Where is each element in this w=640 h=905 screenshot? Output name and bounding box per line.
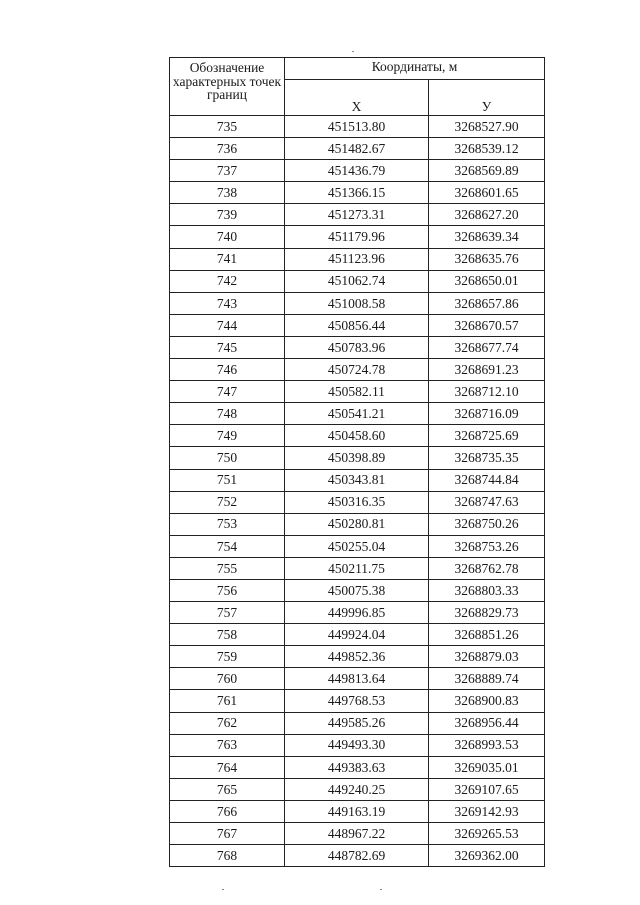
table-row xyxy=(170,602,545,624)
header-coordinates: Координаты, м xyxy=(285,58,545,80)
cell-y: 3268750.26 xyxy=(429,513,545,535)
cell-y: 3268747.63 xyxy=(429,491,545,513)
cell-x: 451273.31 xyxy=(285,204,429,226)
table-row xyxy=(170,800,545,822)
cell-y: 3268712.10 xyxy=(429,381,545,403)
cell-y: 3269107.65 xyxy=(429,778,545,800)
cell-y: 3268762.78 xyxy=(429,557,545,579)
cell-point: 740 xyxy=(170,226,285,248)
cell-point: 750 xyxy=(170,447,285,469)
cell-y: 3268569.89 xyxy=(429,160,545,182)
header-designation: Обозначение характерных точек границ xyxy=(170,58,285,116)
cell-point: 746 xyxy=(170,359,285,381)
cell-point: 767 xyxy=(170,823,285,845)
cell-point: 748 xyxy=(170,403,285,425)
table-row xyxy=(170,579,545,601)
table-row xyxy=(170,624,545,646)
cell-x: 451513.80 xyxy=(285,116,429,138)
table-body xyxy=(170,116,545,867)
table-row xyxy=(170,204,545,226)
cell-point: 757 xyxy=(170,602,285,624)
table-row xyxy=(170,248,545,270)
cell-point: 744 xyxy=(170,314,285,336)
cell-y: 3268635.76 xyxy=(429,248,545,270)
table-row xyxy=(170,668,545,690)
table-row xyxy=(170,292,545,314)
cell-point: 764 xyxy=(170,756,285,778)
cell-point: 763 xyxy=(170,734,285,756)
table-row xyxy=(170,646,545,668)
table-row xyxy=(170,314,545,336)
cell-y: 3268803.33 xyxy=(429,579,545,601)
cell-x: 451008.58 xyxy=(285,292,429,314)
cell-x: 449924.04 xyxy=(285,624,429,646)
cell-x: 448967.22 xyxy=(285,823,429,845)
table-row xyxy=(170,447,545,469)
table-row xyxy=(170,469,545,491)
cell-x: 449996.85 xyxy=(285,602,429,624)
cell-y: 3268956.44 xyxy=(429,712,545,734)
cell-point: 765 xyxy=(170,778,285,800)
table-row xyxy=(170,116,545,138)
table-row xyxy=(170,425,545,447)
cell-y: 3268527.90 xyxy=(429,116,545,138)
cell-x: 450398.89 xyxy=(285,447,429,469)
cell-y: 3268753.26 xyxy=(429,535,545,557)
table-row xyxy=(170,557,545,579)
coordinates-table xyxy=(169,57,545,867)
cell-x: 449768.53 xyxy=(285,690,429,712)
table-row xyxy=(170,138,545,160)
cell-point: 759 xyxy=(170,646,285,668)
table-row xyxy=(170,845,545,867)
cell-x: 450783.96 xyxy=(285,336,429,358)
cell-point: 766 xyxy=(170,800,285,822)
table-row xyxy=(170,513,545,535)
cell-x: 450724.78 xyxy=(285,359,429,381)
cell-point: 753 xyxy=(170,513,285,535)
cell-x: 451482.67 xyxy=(285,138,429,160)
cell-point: 762 xyxy=(170,712,285,734)
cell-point: 741 xyxy=(170,248,285,270)
cell-x: 451062.74 xyxy=(285,270,429,292)
table-row xyxy=(170,182,545,204)
table-row xyxy=(170,778,545,800)
table-row xyxy=(170,491,545,513)
cell-x: 451366.15 xyxy=(285,182,429,204)
table-row xyxy=(170,336,545,358)
table-row xyxy=(170,535,545,557)
cell-y: 3268744.84 xyxy=(429,469,545,491)
cell-x: 450280.81 xyxy=(285,513,429,535)
cell-point: 739 xyxy=(170,204,285,226)
cell-point: 743 xyxy=(170,292,285,314)
scan-speck xyxy=(352,51,354,52)
cell-y: 3268993.53 xyxy=(429,734,545,756)
cell-y: 3268650.01 xyxy=(429,270,545,292)
cell-x: 450582.11 xyxy=(285,381,429,403)
cell-point: 754 xyxy=(170,535,285,557)
cell-point: 738 xyxy=(170,182,285,204)
cell-point: 742 xyxy=(170,270,285,292)
cell-point: 737 xyxy=(170,160,285,182)
cell-x: 449493.30 xyxy=(285,734,429,756)
table-row xyxy=(170,734,545,756)
cell-point: 758 xyxy=(170,624,285,646)
cell-point: 768 xyxy=(170,845,285,867)
header-y: У xyxy=(429,80,545,116)
table-row xyxy=(170,403,545,425)
cell-point: 756 xyxy=(170,579,285,601)
cell-x: 450211.75 xyxy=(285,557,429,579)
cell-point: 749 xyxy=(170,425,285,447)
cell-y: 3268716.09 xyxy=(429,403,545,425)
cell-x: 450255.04 xyxy=(285,535,429,557)
cell-point: 747 xyxy=(170,381,285,403)
table-row xyxy=(170,270,545,292)
cell-x: 451123.96 xyxy=(285,248,429,270)
table-row xyxy=(170,823,545,845)
cell-x: 451436.79 xyxy=(285,160,429,182)
cell-y: 3269362.00 xyxy=(429,845,545,867)
cell-x: 449852.36 xyxy=(285,646,429,668)
cell-x: 448782.69 xyxy=(285,845,429,867)
cell-y: 3268879.03 xyxy=(429,646,545,668)
cell-y: 3268725.69 xyxy=(429,425,545,447)
cell-point: 735 xyxy=(170,116,285,138)
cell-point: 751 xyxy=(170,469,285,491)
cell-point: 752 xyxy=(170,491,285,513)
cell-x: 449585.26 xyxy=(285,712,429,734)
table-row xyxy=(170,160,545,182)
scan-speck xyxy=(380,889,382,890)
cell-y: 3268670.57 xyxy=(429,314,545,336)
table-row xyxy=(170,756,545,778)
cell-y: 3269265.53 xyxy=(429,823,545,845)
cell-point: 736 xyxy=(170,138,285,160)
cell-point: 761 xyxy=(170,690,285,712)
cell-y: 3268889.74 xyxy=(429,668,545,690)
cell-x: 449163.19 xyxy=(285,800,429,822)
cell-y: 3268851.26 xyxy=(429,624,545,646)
cell-y: 3268627.20 xyxy=(429,204,545,226)
table-row xyxy=(170,690,545,712)
cell-y: 3268639.34 xyxy=(429,226,545,248)
cell-point: 755 xyxy=(170,557,285,579)
cell-x: 449383.63 xyxy=(285,756,429,778)
cell-x: 450458.60 xyxy=(285,425,429,447)
cell-y: 3268601.65 xyxy=(429,182,545,204)
cell-x: 449240.25 xyxy=(285,778,429,800)
cell-point: 745 xyxy=(170,336,285,358)
cell-y: 3268900.83 xyxy=(429,690,545,712)
cell-x: 450343.81 xyxy=(285,469,429,491)
cell-y: 3269035.01 xyxy=(429,756,545,778)
cell-x: 450075.38 xyxy=(285,579,429,601)
cell-x: 450856.44 xyxy=(285,314,429,336)
cell-x: 449813.64 xyxy=(285,668,429,690)
cell-y: 3268735.35 xyxy=(429,447,545,469)
table-row xyxy=(170,381,545,403)
cell-y: 3269142.93 xyxy=(429,800,545,822)
table-row xyxy=(170,359,545,381)
cell-y: 3268539.12 xyxy=(429,138,545,160)
cell-x: 450316.35 xyxy=(285,491,429,513)
cell-point: 760 xyxy=(170,668,285,690)
cell-x: 451179.96 xyxy=(285,226,429,248)
cell-y: 3268691.23 xyxy=(429,359,545,381)
cell-y: 3268657.86 xyxy=(429,292,545,314)
cell-y: 3268829.73 xyxy=(429,602,545,624)
table-row xyxy=(170,226,545,248)
table-row xyxy=(170,712,545,734)
scan-speck xyxy=(222,889,224,890)
cell-y: 3268677.74 xyxy=(429,336,545,358)
cell-x: 450541.21 xyxy=(285,403,429,425)
header-x: X xyxy=(285,80,429,116)
